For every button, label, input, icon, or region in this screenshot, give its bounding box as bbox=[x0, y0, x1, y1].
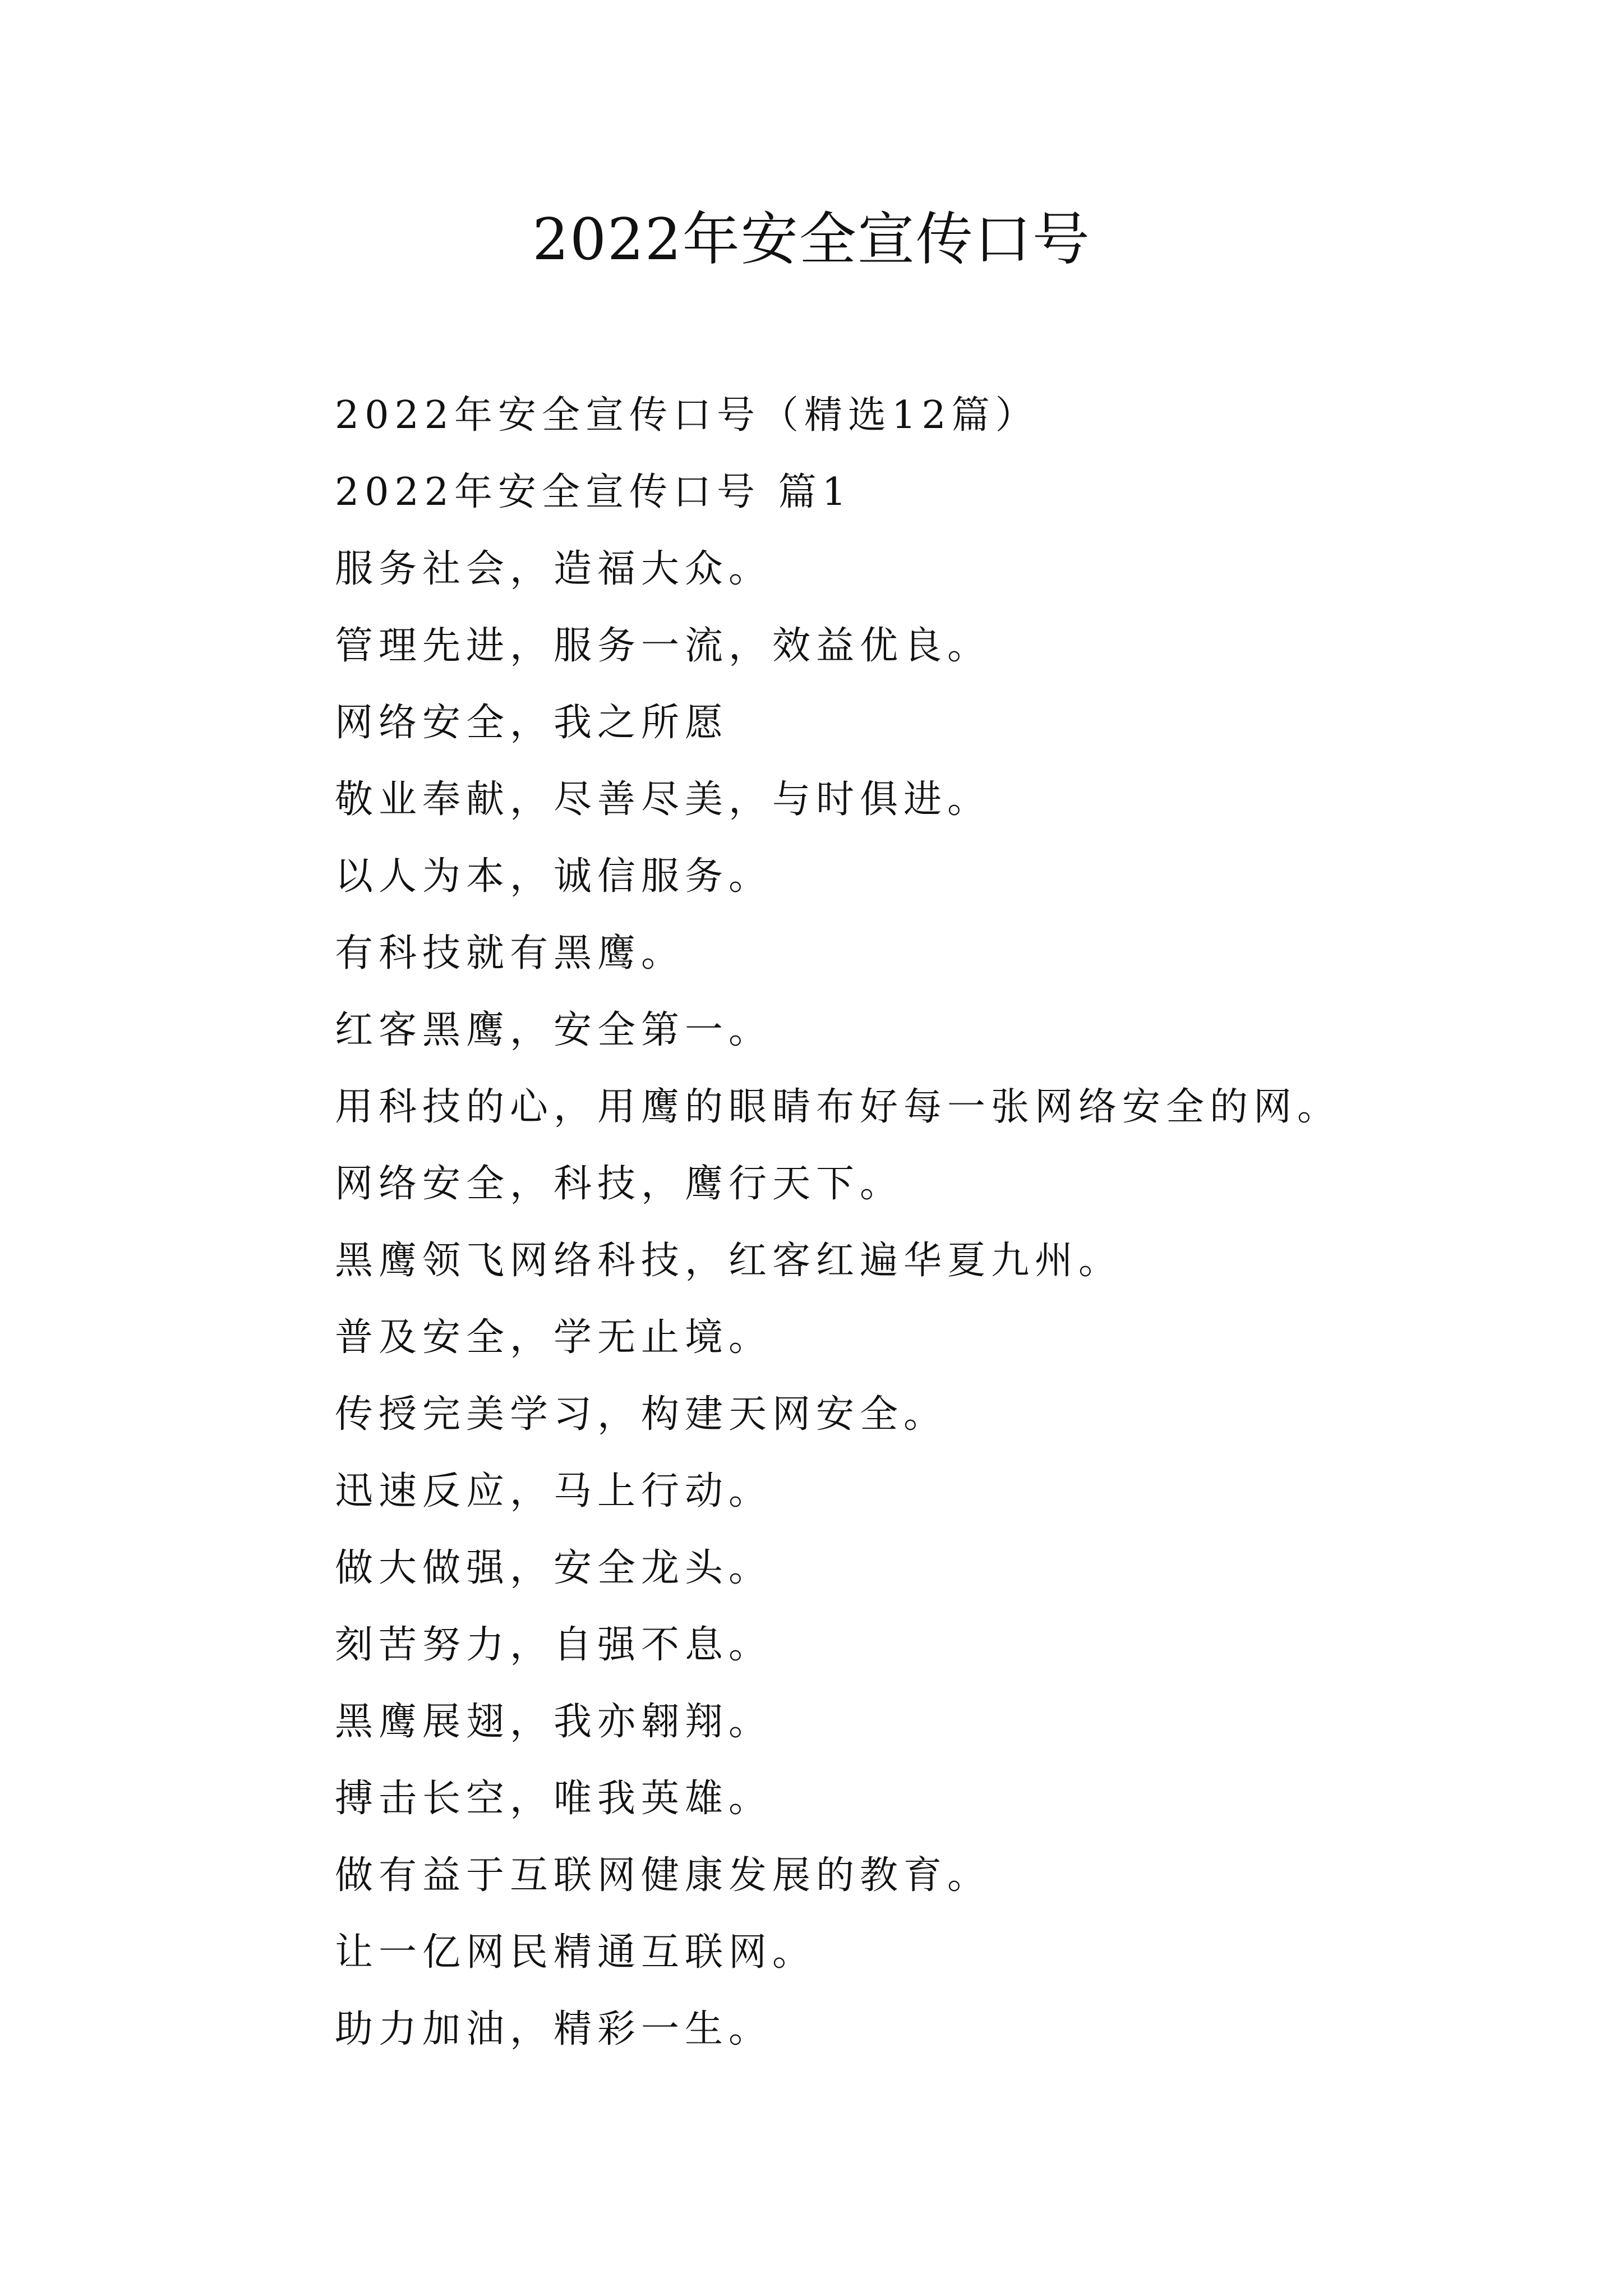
slogan-line: 传授完美学习，构建天网安全。 bbox=[335, 1392, 948, 1437]
document-body bbox=[335, 377, 1541, 2068]
slogan-line: 普及安全，学无止境。 bbox=[335, 1315, 773, 1360]
slogan-line: 黑鹰展翅，我亦翱翔。 bbox=[335, 1700, 773, 1744]
section-heading: 2022年安全宣传口号 篇1 bbox=[335, 470, 852, 514]
slogan-line: 黑鹰领飞网络科技，红客红遍华夏九州。 bbox=[335, 1239, 1123, 1283]
slogan-line: 服务社会，造福大众。 bbox=[335, 547, 773, 591]
slogan-line: 有科技就有黑鹰。 bbox=[335, 931, 685, 976]
slogan-line: 刻苦努力，自强不息。 bbox=[335, 1623, 773, 1667]
slogan-line: 敬业奉献，尽善尽美，与时俱进。 bbox=[335, 777, 992, 822]
slogan-line: 助力加油，精彩一生。 bbox=[335, 2007, 773, 2051]
slogan-line: 搏击长空，唯我英雄。 bbox=[335, 1777, 773, 1821]
page-title: 2022年安全宣传口号 bbox=[532, 206, 1091, 273]
slogan-line: 用科技的心，用鹰的眼睛布好每一张网络安全的网。 bbox=[335, 1085, 1341, 1129]
slogan-line: 做大做强，安全龙头。 bbox=[335, 1546, 773, 1590]
subtitle-line: 2022年安全宣传口号（精选12篇） bbox=[335, 393, 1039, 438]
slogan-line: 网络安全，科技，鹰行天下。 bbox=[335, 1162, 904, 1206]
slogan-line: 红客黑鹰，安全第一。 bbox=[335, 1008, 773, 1052]
slogan-line: 以人为本，诚信服务。 bbox=[335, 854, 773, 899]
slogan-line: 做有益于互联网健康发展的教育。 bbox=[335, 1853, 992, 1898]
slogan-line: 管理先进，服务一流，效益优良。 bbox=[335, 624, 992, 668]
slogan-line: 网络安全，我之所愿 bbox=[335, 701, 729, 745]
slogan-line: 迅速反应，马上行动。 bbox=[335, 1469, 773, 1513]
slogan-line: 让一亿网民精通互联网。 bbox=[335, 1930, 817, 1975]
